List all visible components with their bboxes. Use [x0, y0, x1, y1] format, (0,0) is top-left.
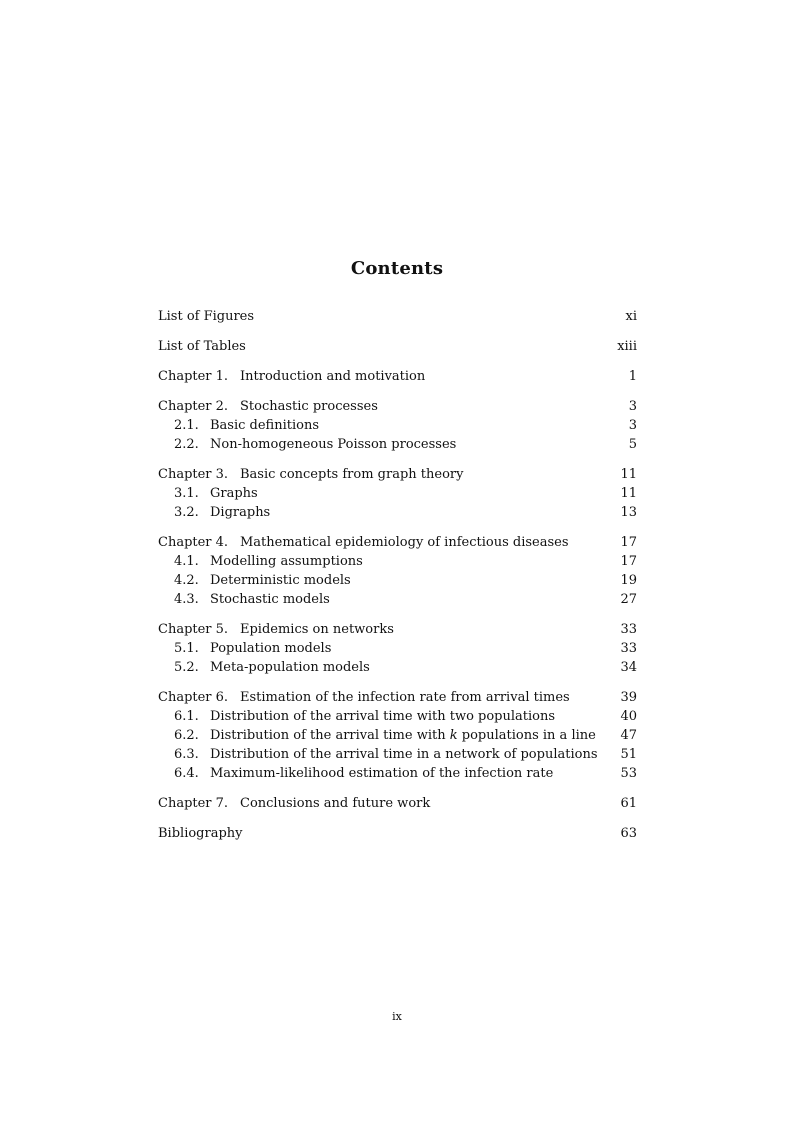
- toc-entry-number: Chapter 5.: [158, 622, 229, 637]
- toc-entry-number: 4.2.: [174, 573, 199, 588]
- toc-entry-section-5-1[interactable]: [158, 639, 637, 658]
- toc-entry-number: 2.1.: [174, 418, 199, 433]
- toc-entry-label: Distribution of the arrival time with two populations: [210, 709, 556, 724]
- toc-entry-label: Stochastic models: [210, 592, 330, 607]
- toc-entry-section-4-3[interactable]: [158, 590, 637, 609]
- toc-entry-page: 40: [620, 709, 637, 724]
- toc-entry-chapter-6[interactable]: [158, 688, 637, 707]
- page-title: Contents: [350, 258, 444, 279]
- toc-entry-label: Deterministic models: [210, 573, 351, 588]
- toc-entry-label: List of Tables: [158, 339, 246, 354]
- toc-entry-page: 33: [620, 622, 637, 637]
- toc-entry-section-5-2[interactable]: [158, 658, 637, 677]
- toc-entry-page: xiii: [617, 339, 637, 354]
- toc-entry-label-post: populations in a line: [457, 728, 596, 743]
- toc-entry-label: Estimation of the infection rate from arrival times: [240, 690, 570, 705]
- toc-entry-number: Chapter 4.: [158, 535, 229, 550]
- toc-entry-label: Digraphs: [210, 505, 271, 520]
- toc-entry-page: 51: [620, 747, 637, 762]
- toc-entry-label-variable: k: [449, 728, 458, 743]
- toc-entry-number: Chapter 6.: [158, 690, 229, 705]
- toc-entry-number: 4.3.: [174, 592, 199, 607]
- toc-entry-section-2-1[interactable]: [158, 416, 637, 435]
- toc-entry-page: 53: [620, 766, 637, 781]
- toc-entry-page: xi: [625, 309, 637, 324]
- toc-entry-page: 3: [628, 399, 637, 414]
- toc-entry-label: Introduction and motivation: [240, 369, 426, 384]
- toc-entry-chapter-1[interactable]: [158, 367, 637, 386]
- toc-entry-label: Basic definitions: [210, 418, 320, 433]
- toc-entry-number: 3.2.: [174, 505, 199, 520]
- toc-entry-number: 6.3.: [174, 747, 199, 762]
- toc-entry-section-2-2[interactable]: [158, 435, 637, 454]
- toc-entry-number: 6.2.: [174, 728, 199, 743]
- toc-entry-label: Modelling assumptions: [210, 554, 363, 569]
- toc-entry-number: 2.2.: [174, 437, 199, 452]
- toc-entry-label: Mathematical epidemiology of infectious diseases: [240, 535, 569, 550]
- toc-entry-list-of-figures[interactable]: [158, 307, 637, 326]
- toc-entry-label: Meta-population models: [210, 660, 370, 675]
- toc-entry-label: List of Figures: [158, 309, 255, 324]
- toc-entry-section-4-1[interactable]: [158, 552, 637, 571]
- toc-entry-page: 39: [620, 690, 637, 705]
- toc-entry-section-6-4[interactable]: [158, 764, 637, 783]
- toc-entry-label: Non-homogeneous Poisson processes: [210, 437, 457, 452]
- toc-entry-chapter-7[interactable]: [158, 794, 637, 813]
- toc-entry-page: 33: [620, 641, 637, 656]
- toc-entry-page: 13: [620, 505, 637, 520]
- toc-entry-page: 34: [620, 660, 637, 675]
- toc-entry-label: Distribution of the arrival time in a network of populations: [210, 747, 598, 762]
- toc-entry-section-3-1[interactable]: [158, 484, 637, 503]
- toc-entry-page: 17: [620, 535, 637, 550]
- toc-entry-label: Bibliography: [158, 826, 243, 841]
- toc-entry-label: Graphs: [210, 486, 258, 501]
- page-number: ix: [392, 1010, 402, 1023]
- toc-entry-label: Conclusions and future work: [240, 796, 431, 811]
- toc-entry-label-pre: Distribution of the arrival time with: [210, 728, 450, 743]
- toc-entry-number: 5.1.: [174, 641, 199, 656]
- toc-entry-number: 3.1.: [174, 486, 199, 501]
- toc-entry-label: Population models: [210, 641, 332, 656]
- toc-entry-label: Stochastic processes: [240, 399, 378, 414]
- toc-entry-chapter-5[interactable]: [158, 620, 637, 639]
- toc-entry-label: Basic concepts from graph theory: [240, 467, 464, 482]
- toc-entry-page: 63: [620, 826, 637, 841]
- toc-entry-page: 19: [620, 573, 637, 588]
- toc-entry-label: Epidemics on networks: [240, 622, 394, 637]
- toc-entry-number: Chapter 1.: [158, 369, 229, 384]
- toc-entry-page: 3: [628, 418, 637, 433]
- toc-entry-page: 61: [620, 796, 637, 811]
- toc-entry-page: 27: [620, 592, 637, 607]
- toc-entry-section-4-2[interactable]: [158, 571, 637, 590]
- toc-entry-section-6-2[interactable]: [158, 726, 637, 745]
- table-of-contents: [158, 307, 637, 843]
- toc-entry-number: 4.1.: [174, 554, 199, 569]
- toc-entry-page: 11: [620, 486, 637, 501]
- toc-entry-label: Maximum-likelihood estimation of the infection rate: [210, 766, 554, 781]
- toc-entry-chapter-2[interactable]: [158, 397, 637, 416]
- toc-entry-number: 5.2.: [174, 660, 199, 675]
- toc-entry-page: 11: [620, 467, 637, 482]
- toc-entry-page: 17: [620, 554, 637, 569]
- toc-entry-page: 5: [628, 437, 637, 452]
- toc-entry-number: 6.4.: [174, 766, 199, 781]
- toc-entry-bibliography[interactable]: [158, 824, 637, 843]
- toc-entry-number: Chapter 2.: [158, 399, 229, 414]
- toc-entry-section-6-3[interactable]: [158, 745, 637, 764]
- toc-entry-number: 6.1.: [174, 709, 199, 724]
- toc-entry-chapter-3[interactable]: [158, 465, 637, 484]
- toc-entry-page: 1: [628, 369, 637, 384]
- toc-entry-section-3-2[interactable]: [158, 503, 637, 522]
- toc-entry-section-6-1[interactable]: [158, 707, 637, 726]
- toc-entry-number: Chapter 3.: [158, 467, 229, 482]
- toc-entry-chapter-4[interactable]: [158, 533, 637, 552]
- toc-entry-number: Chapter 7.: [158, 796, 229, 811]
- toc-entry-list-of-tables[interactable]: [158, 337, 637, 356]
- toc-entry-page: 47: [620, 728, 637, 743]
- toc-entry-label: [210, 728, 596, 743]
